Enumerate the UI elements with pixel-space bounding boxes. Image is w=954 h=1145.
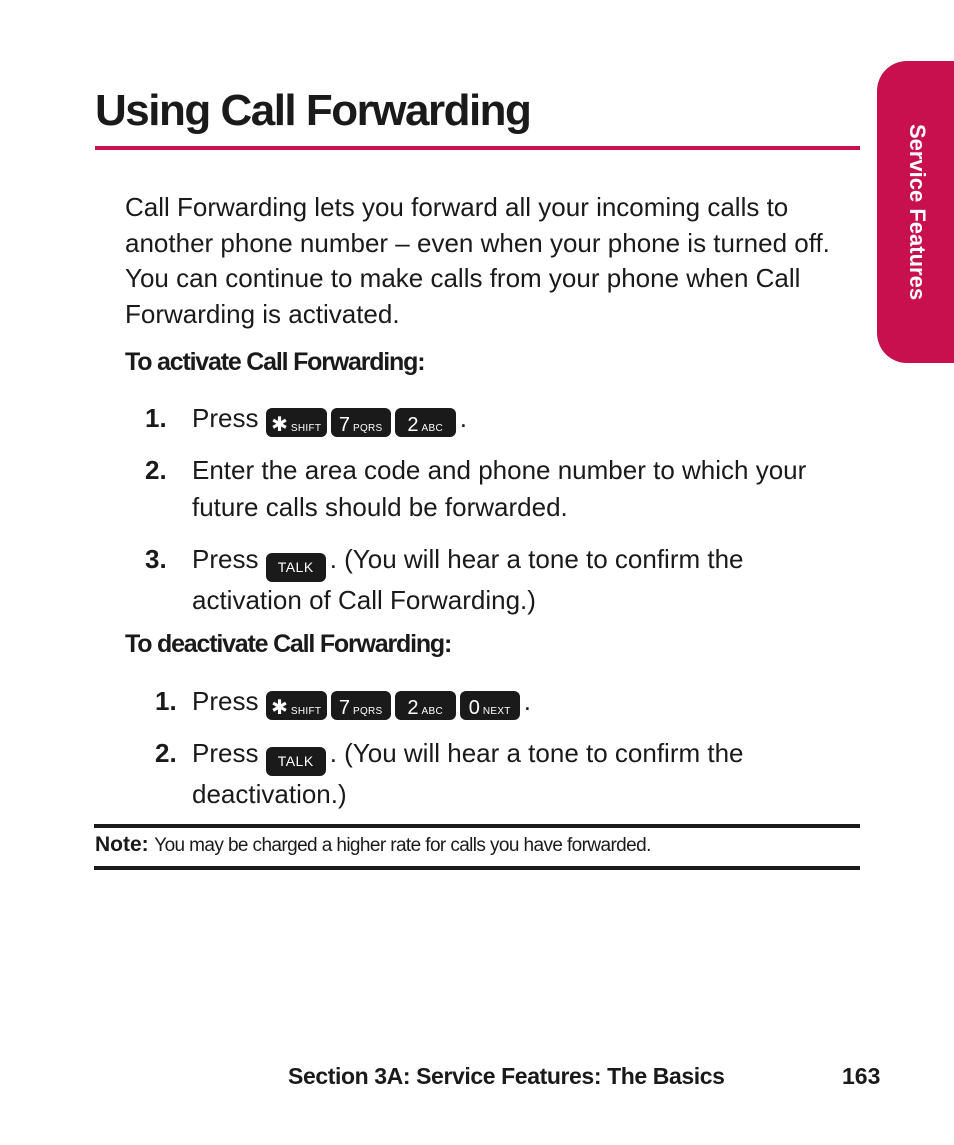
talk-key-icon: TALK	[266, 553, 326, 582]
intro-paragraph: Call Forwarding lets you forward all your incoming calls to another phone number – even when your phone is turned off. You can continue to make calls from your phone when Call Forwarding is activated.	[125, 192, 830, 329]
note	[95, 830, 860, 861]
step-number: 1.	[155, 686, 177, 716]
shift-key-icon: ✱ SHIFT	[266, 408, 327, 437]
side-tab-label: Service Features	[905, 123, 930, 301]
press-label: Press	[192, 686, 259, 716]
two-abc-key-icon: 2 ABC	[395, 408, 456, 437]
step-suffix: .	[459, 403, 467, 433]
step-text: Enter the area code and phone number to which your future calls should be forwarded.	[192, 455, 807, 522]
press-label: Press	[192, 738, 259, 768]
note-rule-top	[94, 824, 860, 828]
step-suffix: . (You will hear a tone to confirm the activation of Call Forwarding.)	[192, 544, 744, 615]
step-suffix: .	[523, 686, 531, 716]
step-number: 1.	[145, 403, 167, 433]
footer-section-title: Section 3A: Service Features: The Basics	[288, 1063, 725, 1089]
note-rule-bottom	[94, 866, 860, 870]
step-number: 3.	[145, 544, 167, 574]
note-label: Note:	[95, 833, 149, 856]
page-number: 163	[842, 1063, 881, 1089]
activate-heading: To activate Call Forwarding:	[125, 348, 425, 376]
press-label: Press	[192, 403, 259, 433]
deactivate-heading: To deactivate Call Forwarding:	[125, 630, 452, 658]
step-number: 2.	[145, 455, 167, 485]
talk-key-icon: TALK	[266, 747, 326, 776]
two-abc-key-icon: 2 ABC	[395, 691, 456, 720]
seven-pqrs-key-icon: 7 PQRS	[331, 691, 391, 720]
zero-next-key-icon: + 0 NEXT	[460, 691, 520, 720]
press-label: Press	[192, 544, 259, 574]
note-text: You may be charged a higher rate for calls you have forwarded.	[154, 835, 651, 856]
title-underline	[95, 146, 860, 150]
shift-key-icon: ✱ SHIFT	[266, 691, 327, 720]
seven-pqrs-key-icon: 7 PQRS	[331, 408, 391, 437]
step-suffix: . (You will hear a tone to confirm the deactivation.)	[192, 738, 744, 809]
step-number: 2.	[155, 738, 177, 768]
page-title: Using Call Forwarding	[95, 86, 531, 135]
